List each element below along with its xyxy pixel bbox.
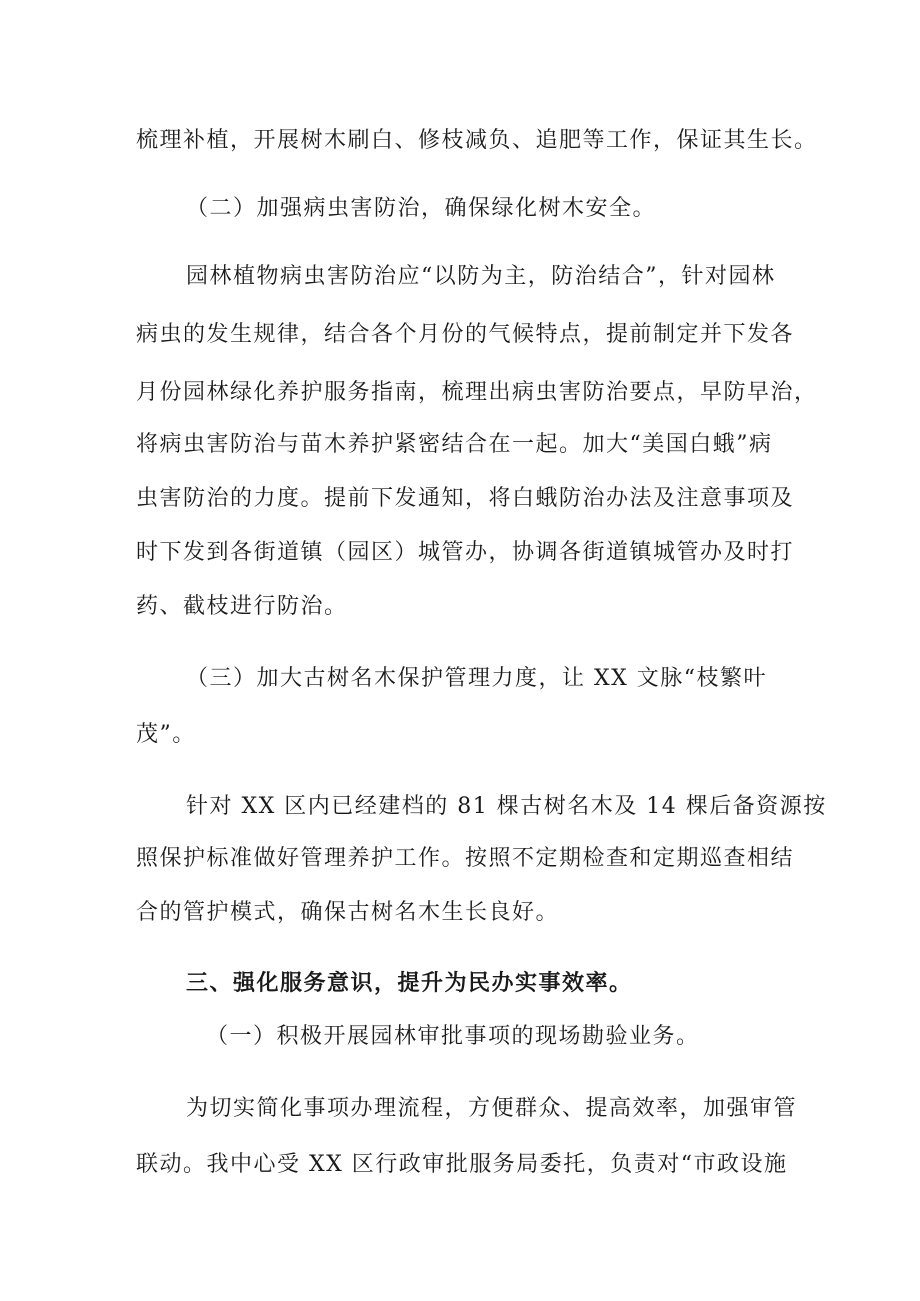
paragraph-line: 联动。我中心受 XX 区行政审批服务局委托，负责对“市政设施	[136, 1152, 788, 1177]
paragraph-line: 将病虫害防治与苗木养护紧密结合在一起。加大“美国白蛾”病	[136, 432, 773, 457]
paragraph-line: 时下发到各街道镇（园区）城管办，协调各街道镇城管办及时打	[136, 540, 795, 565]
paragraph-line: 为切实简化事项办理流程，方便群众、提高效率，加强审管	[186, 1096, 798, 1121]
paragraph-line: 病虫的发生规律，结合各个月份的气候特点，提前制定并下发各	[136, 322, 795, 347]
paragraph-line: 梳理补植，开展树木刷白、修枝减负、追肥等工作，保证其生长。	[136, 128, 818, 153]
paragraph-line: 针对 XX 区内已经建档的 81 棵古树名木及 14 棵后备资源按	[186, 794, 827, 819]
section-heading: 三、强化服务意识，提升为民办实事效率。	[186, 970, 633, 996]
subsection-heading: （三）加大古树名木保护管理力度，让 XX 文脉“枝繁叶	[186, 666, 768, 691]
paragraph-line: 合的管护模式，确保古树名木生长良好。	[136, 900, 560, 925]
subsection-heading: （一）积极开展园林审批事项的现场勘验业务。	[206, 1024, 700, 1049]
paragraph-line: 照保护标准做好管理养护工作。按照不定期检查和定期巡查相结	[136, 846, 795, 871]
subsection-heading: （二）加强病虫害防治，确保绿化树木安全。	[186, 196, 657, 221]
subsection-heading: 茂”。	[136, 722, 196, 747]
paragraph-line: 园林植物病虫害防治应“以防为主，防治结合”，针对园林	[186, 264, 776, 289]
paragraph-line: 虫害防治的力度。提前下发通知，将白蛾防治办法及注意事项及	[136, 486, 795, 511]
paragraph-line: 月份园林绿化养护服务指南，梳理出病虫害防治要点，早防早治，	[136, 380, 818, 405]
paragraph-line: 药、截枝进行防治。	[136, 594, 348, 619]
